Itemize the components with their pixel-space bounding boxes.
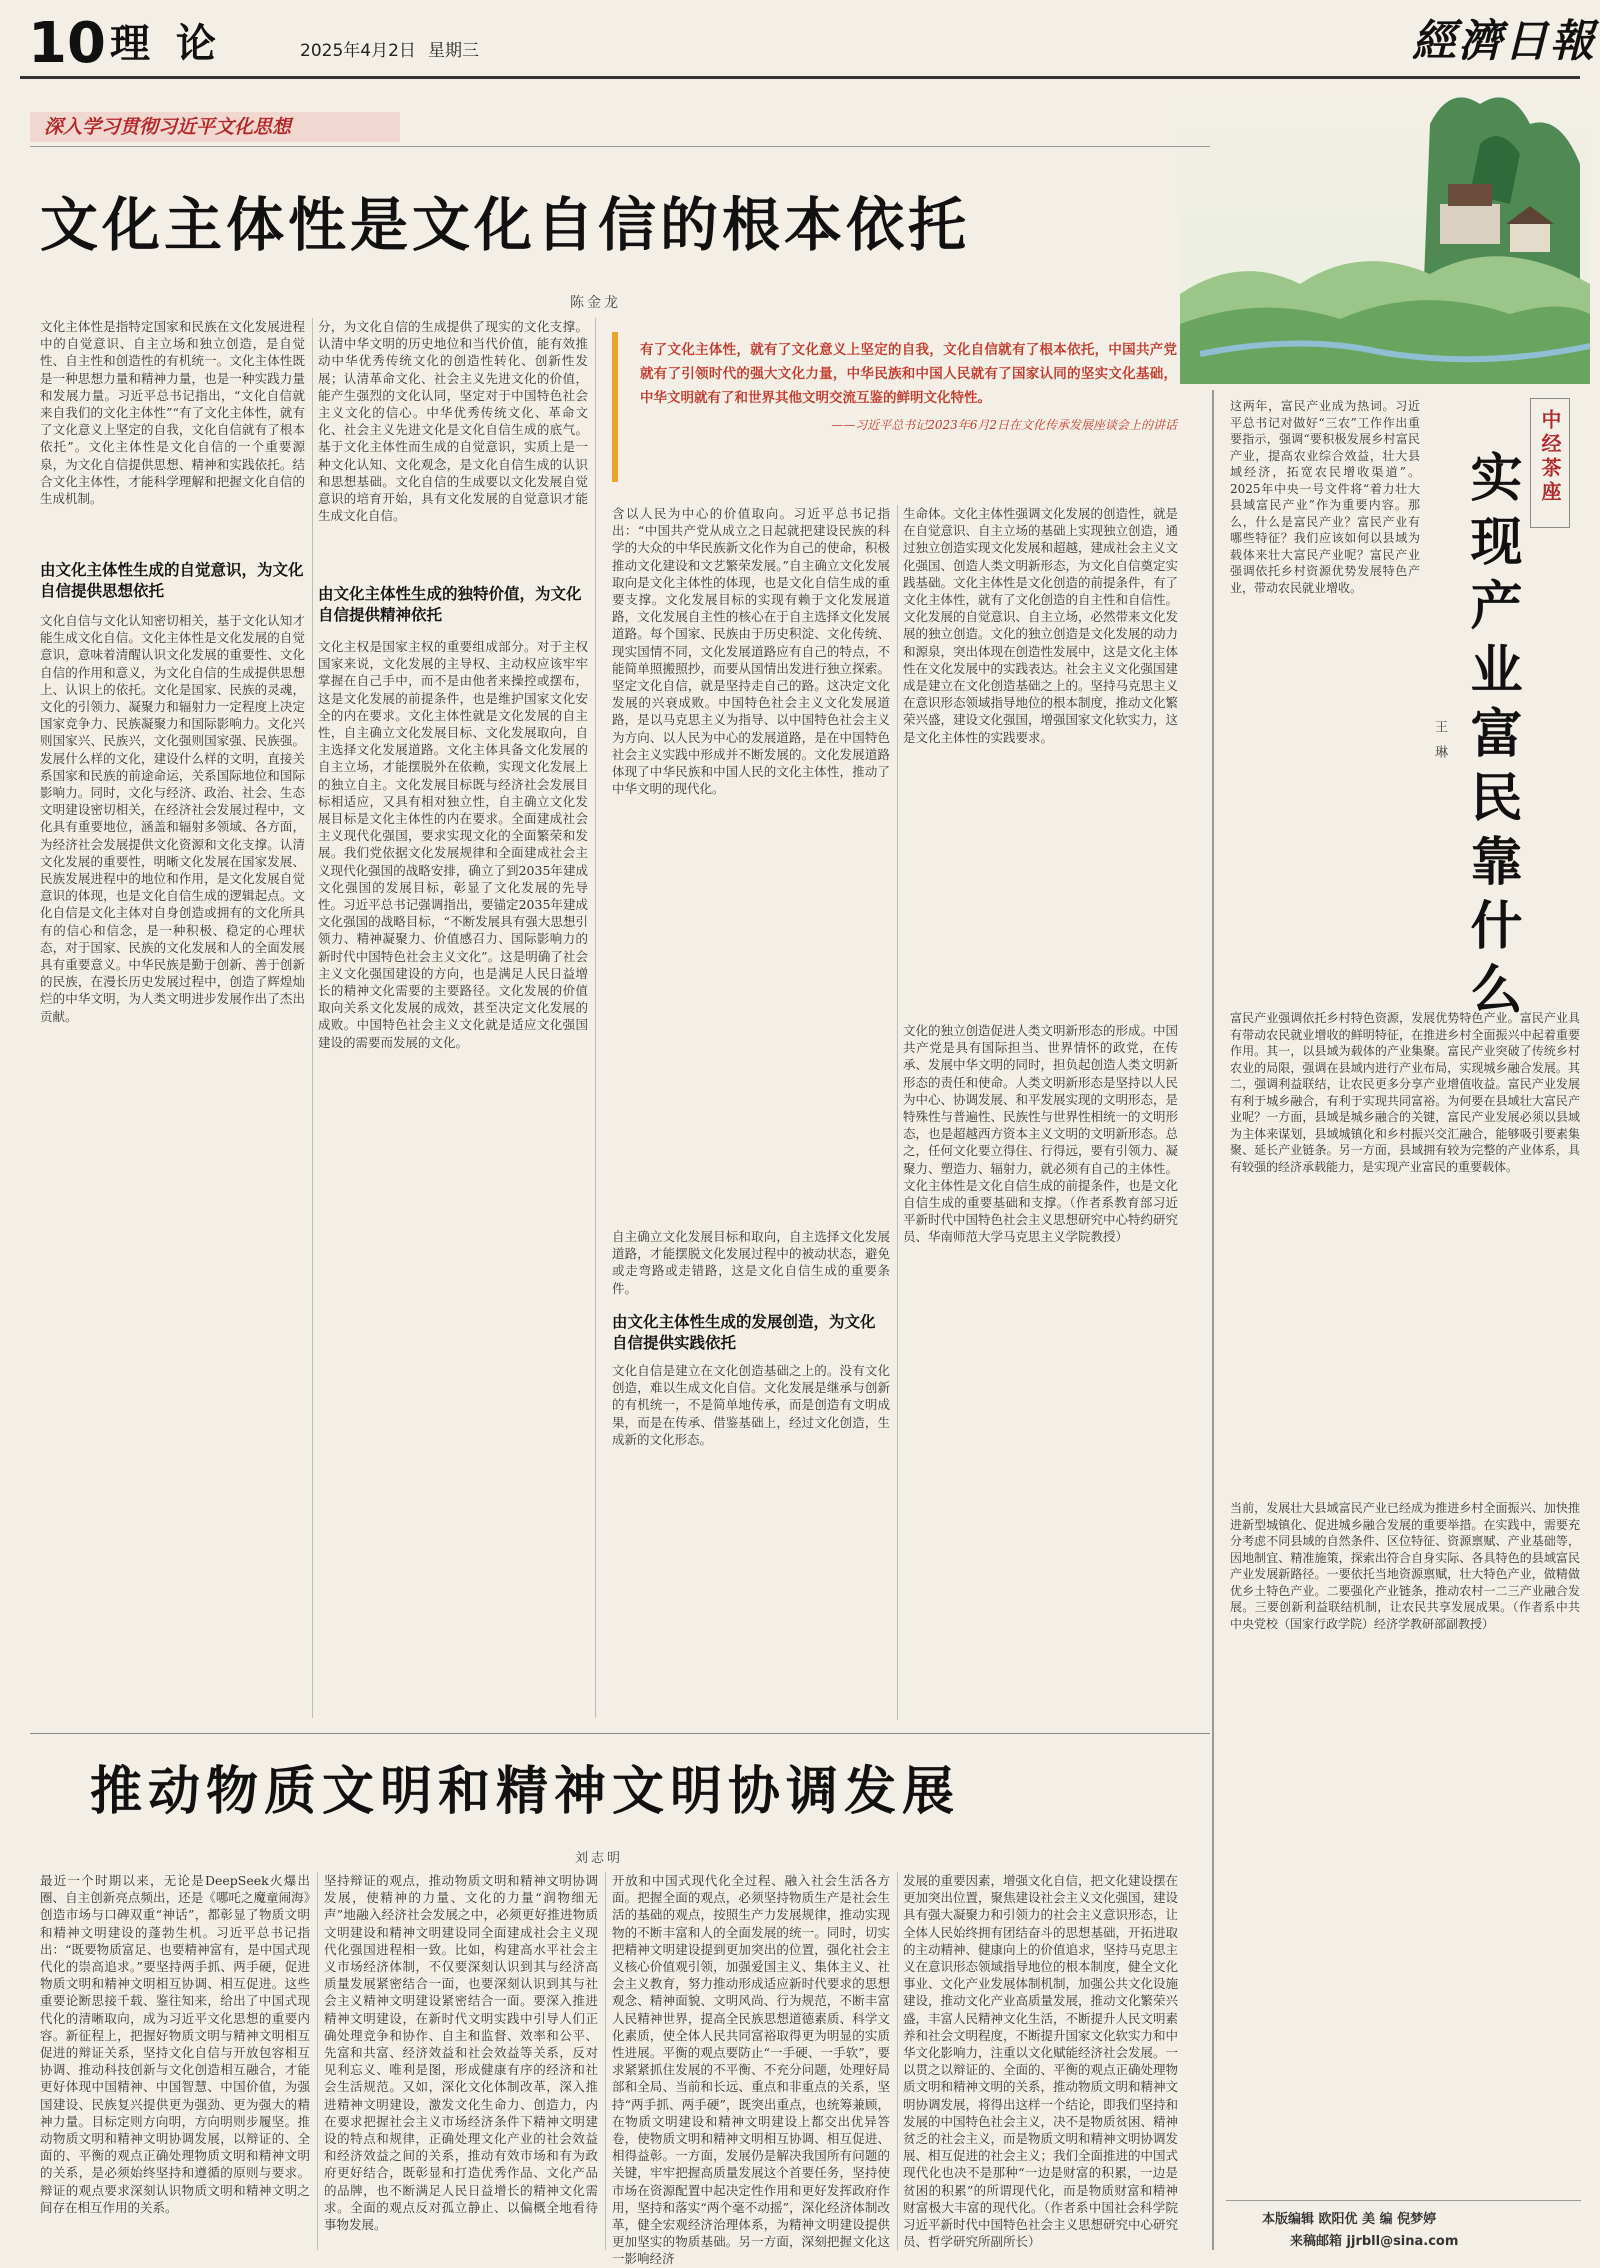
column-divider [605,1872,606,2250]
article1-subhead-1: 由文化主体性生成的自觉意识，为文化自信提供思想依托 [40,561,304,600]
section-name: 理 论 [110,20,222,67]
pull-quote-source: ——习近平总书记2023年6月2日在文化传承发展座谈会上的讲话 [831,418,1177,432]
column-divider [595,318,596,1718]
article2-col4-body: 发展的重要因素，增强文化自信，把文化建设摆在更加突出位置，聚焦建设社会主义文化强国，建设具有强大凝聚力和引领力的社会主义意识形态，让全体人民始终拥有团结奋斗的思想基础，开拓进取的主动精神、健康向上的价值追求，坚持马克思主义在意识形态领域指导地位的根本制度，健全文化事业、文化产业发展体制机制，加强公共文化设施建设，推动文化产业高质量发展，推动文化繁荣兴盛，丰富人民精神文化生活，不断提升人民文明素养和社会文明程度，不断提升国家文化软实力和中华文化影响力，注重以文化赋能经济社会发展。一以贯之以辩证的、全面的、平衡的观点正确处理物质文明和精神文明的关系，推动物质文明和精神文明协调发展，将得出这样一个结论，即我们坚持和发展的中国特色社会主义，决不是物质贫困、精神贫乏的社会主义，而是物质文明和精神文明协调发展、相互促进的社会主义；我们全面推进的中国式现代化也决不是那种“一边是财富的积累，一边是贫困的积累”的所谓现代化，而是物质财富和精神财富极大丰富的现代化。（作者系中国社会科学院习近平新时代中国特色社会主义思想研究中心研究员、哲学研究所副所长） [903,1873,1179,2250]
article2-title: 推动物质文明和精神文明协调发展 [90,1761,961,1822]
paper-logo: 經濟日報 [1412,16,1596,67]
landscape-illustration [1180,84,1590,384]
sidebar-body-2: 当前，发展壮大县域富民产业已经成为推进乡村全面振兴、加快推进新型城镇化、促进城乡融合发展的重要举措。在实践中，需要充分考虑不同县域的自然条件、区位特征、资源禀赋、产业基础等，因地制宜、精准施策，探索出符合自身实际、各具特色的县域富民产业发展新路径。一要依托当地资源禀赋，壮大特色产业，做精做优乡土特色产业。二要强化产业链条，推动农村一二三产业融合发展。三要创新利益联结机制，让农民共享发展成果。（作者系中共中央党校（国家行政学院）经济学教研部副教授） [1230,1501,1580,1631]
column-divider [312,318,313,1718]
article1-col4-body: 生命体。文化主体性强调文化发展的创造性，就是在自觉意识、自主立场的基础上实现独立创造，通过独立创造实现文化发展和超越，建成社会主义文化强国、创造人类文明新形态，为文化自信奠定实践基础。文化主体性是文化创造的前提条件，有了文化主体性，就有了文化创造的自主性和自信性。文化发展的自觉意识、自主立场，必然带来文化发展的独立创造。文化的独立创造是文化发展的动力和源泉，突出体现在创造性发展中，这是文化主体性在文化发展中的实践表达。社会主义文化强国建成是建立在文化创造基础之上的。坚持马克思主义在意识形态领域指导地位的根本制度，推动文化繁荣兴盛，建设文化强国，增强国家文化软实力，这是文化主体性的实践要求。 [903,506,1179,745]
article1-pull-quote [612,332,1177,482]
page-number: 10 [28,11,106,76]
article1-col1-body: 文化自信与文化认知密切相关，基于文化认知才能生成文化自信。文化主体性是文化发展的自觉意识，意味着清醒认识文化发展的重要性、文化自信的作用和意义，为文化自信的生成提供思想上、认识上的依托。文化是国家、民族的灵魂，文化的引领力、凝聚力和辐射力一定程度上决定国家竞争力、民族凝聚力和国际影响力。文化兴则国家兴、民族兴，文化强则国家强、民族强。发展什么样的文化，建设什么样的文明，直接关系国家和民族的前途命运，关系国际地位和国际影响力。同时，文化与经济、政治、社会、生态文明建设密切相关，在经济社会发展过程中，文化具有重要地位，涵盖和辐射多领域、各方面，为经济社会发展提供文化资源和文化支撑。认清文化发展的重要性，明晰文化发展在国家发展、民族发展进程中的地位和作用，是文化发展自觉意识的体现，也是文化自信生成的逻辑起点。文化自信是文化主体对自身创造或拥有的文化所具有的信心和信念，是一种积极、稳定的心理状态，对于国家、民族的文化发展和人的全面发展具有重要意义。中华民族是勤于创新、善于创新的民族，在漫长历史发展过程中，创造了辉煌灿烂的中华文明，为人类文明进步发展作出了杰出贡献。 [40,613,305,1024]
article-separator [30,1733,1210,1734]
column-divider [897,1872,898,2250]
pull-quote-text: 有了文化主体性，就有了文化意义上坚定的自我，文化自信就有了根本依托，中国共产党就有了引领时代的强大文化力量，中华民族和中国人民就有了国家认同的坚实文化基础，中华文明就有了和世界其他文明交流互鉴的鲜明文化特性。 [640,342,1177,406]
sidebar-column-name: 中经茶座 [1538,409,1562,505]
article1-col4-body-b: 文化的独立创造促进人类文明新形态的形成。中国共产党是具有国际担当、世界情怀的政党，在传承、发展中华文明的同时，担负起创造人类文明新形态的责任和使命。人类文明新形态是坚持以人民为中心、协调发展、和平发展实现的文明形态，是特殊性与普遍性、民族性与世界性相统一的文明形态，也是超越西方资本主义文明的文明新形态。总之，任何文化要立得住、行得远，要有引领力、凝聚力、塑造力、辐射力，就必须有自己的主体性。文化主体性是文化自信生成的前提条件，也是文化自信生成的重要基础和支撑。（作者系教育部习近平新时代中国特色社会主义思想研究中心特约研究员、华南师范大学马克思主义学院教授） [903,1023,1179,1245]
article1-col1-intro: 文化主体性是指特定国家和民族在文化发展进程中的自觉意识、自主立场和独立创造，是自觉性、自主性和创造性的有机统一。文化主体性既是一种思想力量和精神力量，也是一种实践力量和发展力量。习近平总书记指出，“文化自信就来自我们的文化主体性”“有了文化主体性，就有了文化意义上坚定的自我，文化自信就有了根本依托”。文化主体性是文化自信的一个重要源泉，为文化自信提供思想、精神和实践依托。结合文化主体性，才能科学理解和把握文化自信的生成机制。 [40,319,305,507]
article2-col3-body: 开放和中国式现代化全过程、融入社会生活各方面。把握全面的观点，必须坚持物质生产是社会生活的基础的观点，按照生产力发展规律，推动实现物的不断丰富和人的全面发展的统一。同时，切实把精神文明建设提到更加突出的位置，强化社会主义核心价值观引领，加强爱国主义、集体主义、社会主义教育，努力推动形成适应新时代要求的思想观念、精神面貌、文明风尚、行为规范，不断丰富人民精神世界，提高全民族思想道德素质、科学文化素质，使全体人民共同富裕取得更为明显的实质性进展。平衡的观点要防止“一手硬、一手软”，要求紧紧抓住发展的不平衡、不充分问题，处理好局部和全局、当前和长远、重点和非重点的关系，坚持“两手抓、两手硬”，既突出重点，也统筹兼顾，在物质文明建设和精神文明建设上都交出优异答卷，使物质文明和精神文明相互协调、相互促进、相得益彰。一方面，发展仍是解决我国所有问题的关键，牢牢把握高质量发展这个首要任务，坚持使市场在资源配置中起决定性作用和更好发挥政府作用，坚持和落实“两个毫不动摇”，深化经济体制改革，健全宏观经济治理体系，为精神文明建设提供更加坚实的物质基础。另一方面，深刻把握文化这一影响经济 [612,1873,890,2267]
column-banner-text: 深入学习贯彻习近平文化思想 [44,116,292,138]
sidebar-author: 王 琳 [1432,720,1447,763]
article1-subhead-3: 由文化主体性生成的发展创造，为文化自信提供实践依托 [612,1313,876,1352]
article1-col3-body-c: 文化自信是建立在文化创造基础之上的。没有文化创造，难以生成文化自信。文化发展是继承与创新的有机统一，不是简单地传承，而是创造有文明成果，而是在传承、借鉴基础上，经过文化创造，生成新的文化形态。 [612,1363,890,1447]
sidebar-intro: 这两年，富民产业成为热词。习近平总书记对做好“三农”工作作出重要指示，强调“要积极发展乡村富民产业，提高农业综合效益，壮大县域经济，拓宽农民增收渠道”。2025年中央一号文件将“着力壮大县域富民产业”作为重要内容。那么，什么是富民产业？富民产业有哪些特征？我们应该如何以县域为载体来壮大富民产业呢？富民产业强调依托乡村资源优势发展特色产业，带动农民就业增收。 [1230,399,1420,595]
sidebar-title: 实现产业富民靠什么 [1461,450,1521,1026]
article1-col2-intro: 分，为文化自信的生成提供了现实的文化支撑。认清中华文明的历史地位和当代价值，能有效推动中华优秀传统文化的创造性转化、创新性发展；认清革命文化、社会主义先进文化的价值，能产生强烈的文化认同，坚定对于中国特色社会主义文化的信心。中华优秀传统文化、革命文化、社会主义先进文化是文化自信生成的底气。基于文化主体性而生成的自觉意识，实质上是一种文化认知、文化观念，是文化自信生成的认识和思想基础。文化自信的生成要以文化发展自觉意识的培育开始，具有文化发展的自觉意识才能生成文化自信。 [318,319,588,524]
editor-credit: 本版编辑 欧阳优 美 编 倪梦婷 [1262,2212,1437,2227]
article1-col3-body: 含以人民为中心的价值取向。习近平总书记指出：“中国共产党从成立之日起就把建设民族的科学的大众的中华民族新文化作为自己的使命，积极推动文化建设和文艺繁荣发展。”自主确立文化发展取向是文化主体性的体现，也是文化自信生成的重要支撑。文化发展目标的实现有赖于文化发展道路，文化发展自主性的核心在于自主选择文化发展道路。每个国家、民族由于历史积淀、文化传统、现实国情不同，文化发展道路应有自己的特点，不能简单照搬照抄，而要从国情出发进行独立探索。坚定文化自信，就是坚持走自己的路。这决定文化发展的兴衰成败。中国特色社会主义文化发展道路，是以马克思主义为指导、以中国特色社会主义为方向、以人民为中心的发展道路，是在中国特色社会主义实践中形成并不断发展的。文化发展道路体现了中华民族和中国人民的文化主体性，推动了中华文明的现代化。 [612,506,890,797]
column-divider [317,1872,318,2250]
masthead-rule [20,76,1580,79]
article2-author: 刘志明 [575,1851,624,1866]
article1-title: 文化主体性是文化自信的根本依托 [40,191,971,259]
issue-weekday: 星期三 [428,41,479,61]
sidebar-body-1: 富民产业强调依托乡村特色资源，发展优势特色产业。富民产业具有带动农民就业增收的鲜明特征，在推进乡村全面振兴中起着重要作用。其一，以县域为载体的产业集聚。富民产业突破了传统乡村农业的局限，强调在县域内进行产业布局，实现城乡融合发展。其二，强调利益联结，让农民更多分享产业增值收益。富民产业发展有利于城乡融合，有利于实现共同富裕。为何要在县域壮大富民产业呢？一方面，县域是城乡融合的关键，富民产业发展必须以县域为主体来谋划，县域城镇化和乡村振兴交汇融合，能够吸引要素集聚、延长产业链条。另一方面，县域拥有较为完整的产业体系，具有较强的经济承载能力，是实现产业富民的重要载体。 [1230,1011,1580,1174]
column-divider [897,505,898,1720]
article1-col3-body-b: 自主确立文化发展目标和取向，自主选择文化发展道路，才能摆脱文化发展过程中的被动状态，避免或走弯路或走错路，这是文化自信生成的重要条件。 [612,1229,890,1296]
article1-col2-body: 文化主权是国家主权的重要组成部分。对于主权国家来说，文化发展的主导权、主动权应该牢牢掌握在自己手中，而不是由他者来操控或摆布，这是文化发展的前提条件，也是维护国家文化安全的内在要求。文化主体性就是文化发展的自主性，自主确立文化发展目标、文化发展取向，自主选择文化发展道路。文化主体具备文化发展的自主立场，才能摆脱外在依赖，实现文化发展上的独立自主。文化发展目标既与经济社会发展目标相适应，又具有相对独立性，自主确立文化发展目标是文化主体性的内在要求。全面建成社会主义现代化强国，要求实现文化的全面繁荣和发展。我们党依据文化发展规律和全面建成社会主义现代化强国的战略安排，确立了到2035年建成文化强国的发展目标，彰显了文化发展的先导性。习近平总书记强调指出，要锚定2035年建成文化强国的战略目标，“不断发展具有强大思想引领力、精神凝聚力、价值感召力、国际影响力的新时代中国特色社会主义文化”。这是明确了社会主义文化强国建设的方向，也是满足人民日益增长的精神文化需要的主要路径。文化发展的价值取向关系文化发展的成效，甚至决定文化发展的成败。中国特色社会主义文化就是适应文化强国建设的需要而发展的文化。 [318,639,588,1050]
article2-col1-body: 最近一个时期以来，无论是DeepSeek火爆出圈、自主创新亮点频出，还是《哪吒之魔童闹海》创造市场与口碑双重“神话”，都彰显了物质文明和精神文明建设的蓬勃生机。习近平总书记指出：“既要物质富足、也要精神富有，是中国式现代化的崇高追求。”要坚持两手抓、两手硬，促进物质文明和精神文明相互协调、相互促进。这些重要论断思接千载、鉴往知来，给出了中国式现代化的清晰取向，成为习近平文化思想的重要内容。新征程上，把握好物质文明与精神文明相互促进的辩证关系，坚持文化自信与开放包容相互协调、推动科技创新与文化创造相互融合，才能更好体现中国精神、中国智慧、中国价值，为强国建设、民族复兴提供更为强劲、更为强大的精神力量。目标定则方向明，方向明则步履坚。推动物质文明和精神文明协调发展，以辩证的、全面的、平衡的观点正确处理物质文明和精神文明的关系，是必须始终坚持和遵循的原则与要求。辩证的观点要求深刻认识物质文明和精神文明之间存在相互作用的关系。 [40,1873,310,2215]
issue-date: 2025年4月2日 [300,41,416,61]
sidebar-column-tag [1530,398,1570,528]
article1-author: 陈金龙 [570,295,621,311]
banner-underline [30,146,1210,147]
column-banner [30,112,400,142]
article1-subhead-2: 由文化主体性生成的独特价值，为文化自信提供精神依托 [318,585,582,624]
sidebar-footer-rule [1226,2200,1581,2201]
submission-email: 来稿邮箱 jjrbll@sina.com [1290,2234,1459,2249]
article2-col2-body: 坚持辩证的观点，推动物质文明和精神文明协调发展，使精神的力量、文化的力量“润物细无声”地融入经济社会发展之中，必须更好推进物质文明建设和精神文明建设同全面建成社会主义现代化强国进程相一致。比如，构建高水平社会主义市场经济体制，不仅要深刻认识到其与经济高质量发展紧密结合一面，也要深刻认识到其与社会主义精神文明建设紧密结合一面。要深入推进精神文明建设，在新时代文明实践中引导人们正确处理竞争和协作、自主和监督、效率和公平、先富和共富、经济效益和社会效益等关系，反对见利忘义、唯利是图，形成健康有序的经济和社会生活规范。又如，深化文化体制改革，深入推进精神文明建设，激发文化生命力、创造力，内在要求把握社会主义市场经济条件下精神文明建设的特点和规律，正确处理文化产业的社会效益和经济效益之间的关系，推动有效市场和有为政府更好结合，既彰显和打造优秀作品、文化产品的品牌，也不断满足人民日益增长的精神文化需求。全面的观点反对孤立静止、以偏概全地看待事物发展。 [324,1873,598,2233]
